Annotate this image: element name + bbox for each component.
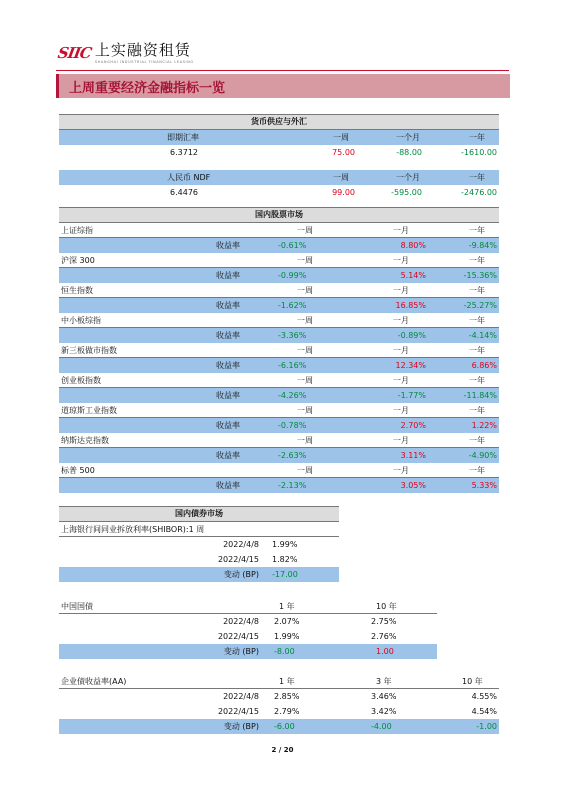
stock-index-yield-row	[59, 478, 499, 493]
stock-index-yield-row	[59, 418, 499, 433]
gov-10y-1: 2.75%	[371, 617, 397, 626]
corp-date-1: 2022/4/8	[223, 692, 259, 701]
stock-index-yield-row	[59, 448, 499, 463]
stock-index-yield-row	[59, 238, 499, 253]
stock-index-name: 中小板综指	[61, 316, 101, 325]
page-title-bar	[56, 74, 510, 98]
corp-10y-2: 4.54%	[471, 707, 497, 716]
corp-row-2	[59, 704, 499, 719]
page-title: 上周重要经济金融指标一览	[69, 81, 226, 96]
logo-company-name-en: SHANGHAI INDUSTRIAL FINANCIAL LEASING	[94, 60, 194, 64]
stock-yield-week: -4.26%	[278, 391, 307, 400]
stock-yield-month: 2.70%	[400, 421, 426, 430]
stock-index-h3: 一年	[469, 466, 485, 475]
stock-yield-year: -15.36%	[463, 271, 497, 280]
fx-ndf-week: 99.00	[332, 188, 355, 197]
stock-yield-year: -4.14%	[468, 331, 497, 340]
stock-index-h2: 一月	[393, 226, 409, 235]
corp-change-label: 变动 (BP)	[223, 722, 259, 731]
gov-change-10y: 1.00	[376, 647, 394, 656]
stock-section-title: 国内股票市场	[59, 207, 499, 223]
stock-yield-month: 12.34%	[395, 361, 426, 370]
stock-index-h1: 一周	[297, 436, 313, 445]
stock-yield-year: -25.27%	[463, 301, 497, 310]
stock-yield-year: -4.90%	[468, 451, 497, 460]
bond-section-title: 国内债券市场	[59, 506, 339, 522]
page-number: 2 / 20	[271, 746, 294, 754]
fx-spot-week: 75.00	[332, 148, 355, 157]
stock-index-name: 恒生指数	[61, 286, 93, 295]
stock-yield-year: 5.33%	[471, 481, 497, 490]
stock-yield-week: -0.78%	[278, 421, 307, 430]
stock-index-yield-row	[59, 358, 499, 373]
corp-change-row	[59, 719, 499, 734]
corp-change-3y: -4.00	[371, 722, 392, 731]
corp-change-10y: -1.00	[476, 722, 497, 731]
stock-index-yield-row	[59, 298, 499, 313]
stock-index-header-row	[59, 373, 499, 388]
gov-bond-table	[59, 599, 437, 659]
corp-header-row	[59, 674, 499, 689]
stock-index-h3: 一年	[469, 376, 485, 385]
company-logo	[58, 38, 194, 68]
gov-10y-2: 2.76%	[371, 632, 397, 641]
stock-yield-week: -6.16%	[278, 361, 307, 370]
stock-index-h1: 一周	[297, 466, 313, 475]
gov-1y-2: 1.99%	[274, 632, 300, 641]
fx-spot-value: 6.3712	[170, 148, 198, 157]
shibor-label-row	[59, 522, 339, 537]
stock-index-h2: 一月	[393, 316, 409, 325]
stock-table	[59, 207, 499, 493]
gov-h1: 1 年	[279, 602, 295, 611]
stock-index-h2: 一月	[393, 346, 409, 355]
stock-index-h1: 一周	[297, 316, 313, 325]
shibor-change: -17.00	[272, 570, 298, 579]
stock-index-header-row	[59, 253, 499, 268]
stock-index-h2: 一月	[393, 376, 409, 385]
stock-index-header-row	[59, 223, 499, 238]
corp-3y-1: 3.46%	[371, 692, 397, 701]
logo-mark: SIIC	[56, 44, 93, 62]
gov-row-1	[59, 614, 437, 629]
corp-10y-1: 4.55%	[471, 692, 497, 701]
shibor-value-2: 1.82%	[272, 555, 298, 564]
stock-index-name: 纳斯达克指数	[61, 436, 109, 445]
stock-yield-week: -2.63%	[278, 451, 307, 460]
fx-spot-label: 即期汇率	[167, 133, 199, 142]
stock-yield-year: 6.86%	[471, 361, 497, 370]
fx-spot-h3: 一年	[469, 133, 485, 142]
stock-index-h3: 一年	[469, 346, 485, 355]
stock-index-header-row	[59, 463, 499, 478]
stock-index-h3: 一年	[469, 226, 485, 235]
fx-spot-h2: 一个月	[396, 133, 420, 142]
fx-ndf-value: 6.4476	[170, 188, 198, 197]
corp-row-1	[59, 689, 499, 704]
fx-section-title: 货币供应与外汇	[59, 114, 499, 130]
gov-date-2: 2022/4/15	[217, 632, 259, 641]
stock-index-yield-row	[59, 268, 499, 283]
stock-index-h2: 一月	[393, 286, 409, 295]
shibor-change-label: 变动 (BP)	[223, 570, 259, 579]
corp-1y-2: 2.79%	[274, 707, 300, 716]
stock-index-h1: 一周	[297, 226, 313, 235]
stock-index-h1: 一周	[297, 346, 313, 355]
gov-change-row	[59, 644, 437, 659]
stock-index-yield-row	[59, 328, 499, 343]
stock-yield-label: 收益率	[216, 331, 240, 340]
stock-index-name: 沪深 300	[61, 256, 95, 265]
stock-index-h1: 一周	[297, 406, 313, 415]
corp-label: 企业债收益率(AA)	[61, 677, 127, 686]
corp-date-2: 2022/4/15	[217, 707, 259, 716]
fx-ndf-label: 人民币 NDF	[167, 173, 211, 182]
fx-spot-h1: 一周	[333, 133, 349, 142]
shibor-value-1: 1.99%	[272, 540, 298, 549]
corp-h2: 3 年	[376, 677, 392, 686]
stock-index-name: 标普 500	[61, 466, 95, 475]
corp-1y-1: 2.85%	[274, 692, 300, 701]
bond-table	[59, 506, 339, 582]
gov-1y-1: 2.07%	[274, 617, 300, 626]
gov-date-1: 2022/4/8	[223, 617, 259, 626]
logo-company-name: 上实融资租赁	[94, 41, 191, 59]
shibor-change-row	[59, 567, 339, 582]
stock-index-h3: 一年	[469, 436, 485, 445]
fx-ndf-year: -2476.00	[461, 188, 497, 197]
stock-yield-month: 8.80%	[400, 241, 426, 250]
fx-spot-year: -1610.00	[461, 148, 497, 157]
gov-header-row	[59, 599, 437, 614]
stock-yield-year: -11.84%	[463, 391, 497, 400]
stock-index-h3: 一年	[469, 406, 485, 415]
stock-index-header-row	[59, 433, 499, 448]
fx-ndf-h2: 一个月	[396, 173, 420, 182]
stock-index-h1: 一周	[297, 286, 313, 295]
corp-3y-2: 3.42%	[371, 707, 397, 716]
stock-index-name: 新三板做市指数	[61, 346, 117, 355]
corp-h3: 10 年	[462, 677, 483, 686]
stock-yield-week: -0.99%	[278, 271, 307, 280]
stock-yield-label: 收益率	[216, 271, 240, 280]
stock-yield-month: 3.11%	[400, 451, 426, 460]
stock-index-name: 道琼斯工业指数	[61, 406, 117, 415]
stock-yield-week: -1.62%	[278, 301, 307, 310]
stock-yield-year: -9.84%	[468, 241, 497, 250]
stock-yield-label: 收益率	[216, 241, 240, 250]
stock-index-h3: 一年	[469, 316, 485, 325]
stock-yield-label: 收益率	[216, 391, 240, 400]
stock-index-h1: 一周	[297, 376, 313, 385]
stock-index-h2: 一月	[393, 256, 409, 265]
fx-ndf-value-row	[59, 185, 499, 200]
stock-index-header-row	[59, 283, 499, 298]
stock-index-header-row	[59, 403, 499, 418]
stock-index-header-row	[59, 343, 499, 358]
fx-ndf-h3: 一年	[469, 173, 485, 182]
stock-yield-month: 5.14%	[400, 271, 426, 280]
corp-change-1y: -6.00	[274, 722, 295, 731]
fx-spot-month: -88.00	[396, 148, 422, 157]
stock-yield-month: -1.77%	[397, 391, 426, 400]
stock-yield-week: -3.36%	[278, 331, 307, 340]
stock-yield-label: 收益率	[216, 421, 240, 430]
stock-yield-label: 收益率	[216, 481, 240, 490]
shibor-date-2: 2022/4/15	[217, 555, 259, 564]
stock-index-h3: 一年	[469, 286, 485, 295]
fx-spot-header-row	[59, 130, 499, 145]
header-divider	[56, 70, 509, 71]
fx-ndf-month: -595.00	[391, 188, 422, 197]
stock-yield-month: -0.89%	[397, 331, 426, 340]
stock-index-header-row	[59, 313, 499, 328]
stock-yield-label: 收益率	[216, 301, 240, 310]
fx-ndf-h1: 一周	[333, 173, 349, 182]
stock-index-name: 上证综指	[61, 226, 93, 235]
gov-change-1y: -8.00	[274, 647, 295, 656]
corp-h1: 1 年	[279, 677, 295, 686]
stock-yield-year: 1.22%	[471, 421, 497, 430]
gov-label: 中国国债	[61, 602, 93, 611]
stock-yield-month: 16.85%	[395, 301, 426, 310]
stock-index-h3: 一年	[469, 256, 485, 265]
gov-row-2	[59, 629, 437, 644]
stock-index-yield-row	[59, 388, 499, 403]
shibor-row-2	[59, 552, 339, 567]
fx-spot-value-row	[59, 145, 499, 160]
gov-h2: 10 年	[376, 602, 397, 611]
stock-index-name: 创业板指数	[61, 376, 101, 385]
stock-yield-month: 3.05%	[400, 481, 426, 490]
stock-index-h1: 一周	[297, 256, 313, 265]
corp-bond-table	[59, 674, 499, 734]
shibor-date-1: 2022/4/8	[223, 540, 259, 549]
stock-yield-label: 收益率	[216, 451, 240, 460]
stock-yield-week: -2.13%	[278, 481, 307, 490]
fx-table	[59, 114, 499, 200]
stock-yield-label: 收益率	[216, 361, 240, 370]
stock-yield-week: -0.61%	[278, 241, 307, 250]
fx-ndf-header-row	[59, 170, 499, 185]
shibor-label: 上海银行间同业拆放利率(SHIBOR):1 周	[61, 525, 205, 534]
stock-index-h2: 一月	[393, 406, 409, 415]
stock-index-h2: 一月	[393, 466, 409, 475]
stock-index-h2: 一月	[393, 436, 409, 445]
shibor-row-1	[59, 537, 339, 552]
gov-change-label: 变动 (BP)	[223, 647, 259, 656]
